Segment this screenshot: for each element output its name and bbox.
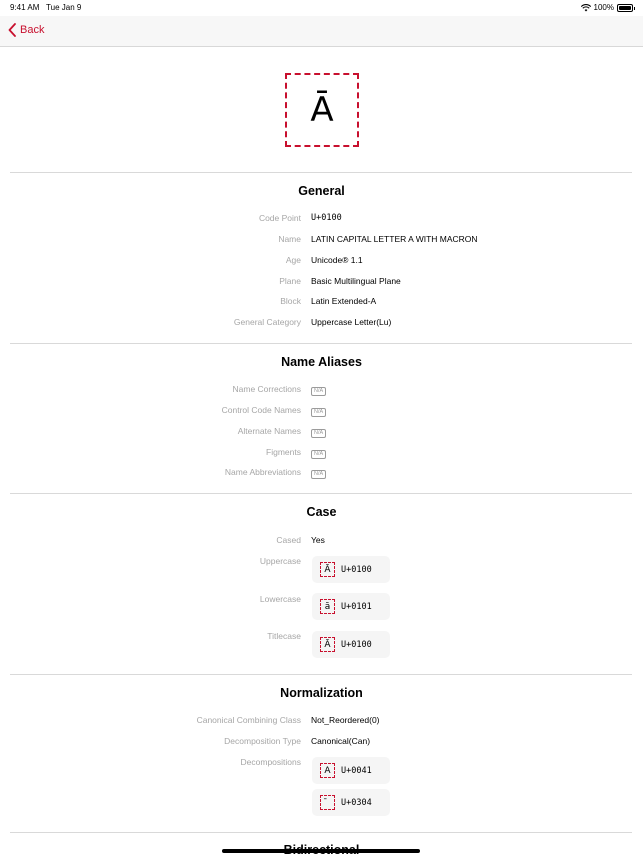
row-value	[311, 384, 326, 396]
character-chip-decomposition[interactable]	[312, 789, 390, 816]
back-label: Back	[20, 24, 45, 36]
row-name-corrections	[0, 384, 643, 398]
status-right	[581, 3, 633, 12]
row-label: Name Corrections	[232, 384, 301, 394]
row-value: LATIN CAPITAL LETTER A WITH MACRON	[311, 234, 478, 244]
row-control-code-names	[0, 405, 643, 419]
row-label: Figments	[266, 447, 301, 457]
row-value	[311, 426, 326, 438]
chip-code: U+0100	[341, 639, 372, 650]
character-chip-uppercase[interactable]	[312, 556, 390, 583]
status-bar	[0, 0, 643, 16]
row-label: Uppercase	[259, 556, 301, 566]
section-title-normalization: Normalization	[280, 686, 363, 700]
row-alternate-names	[0, 426, 643, 440]
section-title-general: General	[298, 184, 345, 198]
divider	[10, 172, 632, 173]
row-label: Block	[280, 296, 301, 306]
row-label: Name	[278, 234, 301, 244]
back-button[interactable]	[8, 23, 44, 37]
wifi-icon	[581, 4, 591, 12]
row-label: Lowercase	[259, 594, 301, 604]
row-name	[0, 234, 643, 248]
chip-glyph	[320, 795, 335, 810]
row-value: Canonical(Can)	[311, 736, 371, 746]
row-figments	[0, 447, 643, 461]
row-label: Decomposition Type	[224, 736, 301, 746]
row-label: Plane	[279, 276, 301, 286]
na-badge: N/A	[311, 408, 326, 417]
na-badge: N/A	[311, 429, 326, 438]
row-label: Code Point	[258, 213, 301, 223]
chip-code: U+0100	[341, 564, 372, 575]
divider	[10, 343, 632, 344]
chip-code: U+0041	[341, 765, 372, 776]
row-label: Decompositions	[240, 757, 301, 767]
row-code-point	[0, 213, 643, 227]
row-value	[311, 447, 326, 459]
chip-glyph: A	[320, 763, 335, 778]
row-value	[311, 405, 326, 417]
row-value: Latin Extended-A	[311, 296, 377, 306]
na-badge: N/A	[311, 387, 326, 396]
character-chip-decomposition[interactable]	[312, 757, 390, 784]
na-badge: N/A	[311, 470, 326, 479]
navigation-bar	[0, 16, 643, 47]
divider	[10, 493, 632, 494]
row-label: General Category	[233, 317, 301, 327]
row-value	[311, 467, 326, 479]
row-name-abbreviations	[0, 467, 643, 481]
row-label: Control Code Names	[221, 405, 301, 415]
row-general-category	[0, 317, 643, 331]
row-canonical-combining-class	[0, 715, 643, 729]
character-chip-titlecase[interactable]	[312, 631, 390, 658]
row-value: Basic Multilingual Plane	[311, 276, 401, 286]
row-value: Not_Reordered(0)	[311, 715, 380, 725]
row-plane	[0, 276, 643, 290]
character-chip-lowercase[interactable]	[312, 593, 390, 620]
chevron-left-icon	[8, 23, 16, 37]
chip-code: U+0101	[341, 601, 372, 612]
row-cased	[0, 535, 643, 549]
chip-glyph: ā	[320, 599, 335, 614]
row-decomposition-type	[0, 736, 643, 750]
row-value: U+0100	[311, 213, 342, 223]
row-label: Canonical Combining Class	[196, 715, 301, 725]
row-label: Name Abbreviations	[224, 467, 301, 477]
na-badge: N/A	[311, 450, 326, 459]
row-label: Alternate Names	[237, 426, 301, 436]
home-indicator[interactable]	[222, 849, 420, 853]
chip-glyph: Ā	[320, 562, 335, 577]
battery-percent: 100%	[593, 3, 614, 12]
chip-glyph: Ā	[320, 637, 335, 652]
row-label: Titlecase	[267, 631, 301, 641]
section-title-case: Case	[306, 505, 337, 519]
section-title-name-aliases: Name Aliases	[281, 355, 362, 369]
chip-code: U+0304	[341, 797, 372, 808]
row-value: Unicode® 1.1	[311, 255, 363, 265]
row-value: Uppercase Letter(Lu)	[311, 317, 392, 327]
divider	[10, 674, 632, 675]
battery-icon	[617, 4, 633, 12]
row-block	[0, 296, 643, 310]
divider	[10, 832, 632, 833]
row-age	[0, 255, 643, 269]
row-value: Yes	[311, 535, 325, 545]
row-label: Age	[285, 255, 301, 265]
character-preview: Ā	[285, 73, 359, 147]
status-time-date: 9:41 AM Tue Jan 9	[10, 3, 82, 12]
row-label: Cased	[276, 535, 301, 545]
